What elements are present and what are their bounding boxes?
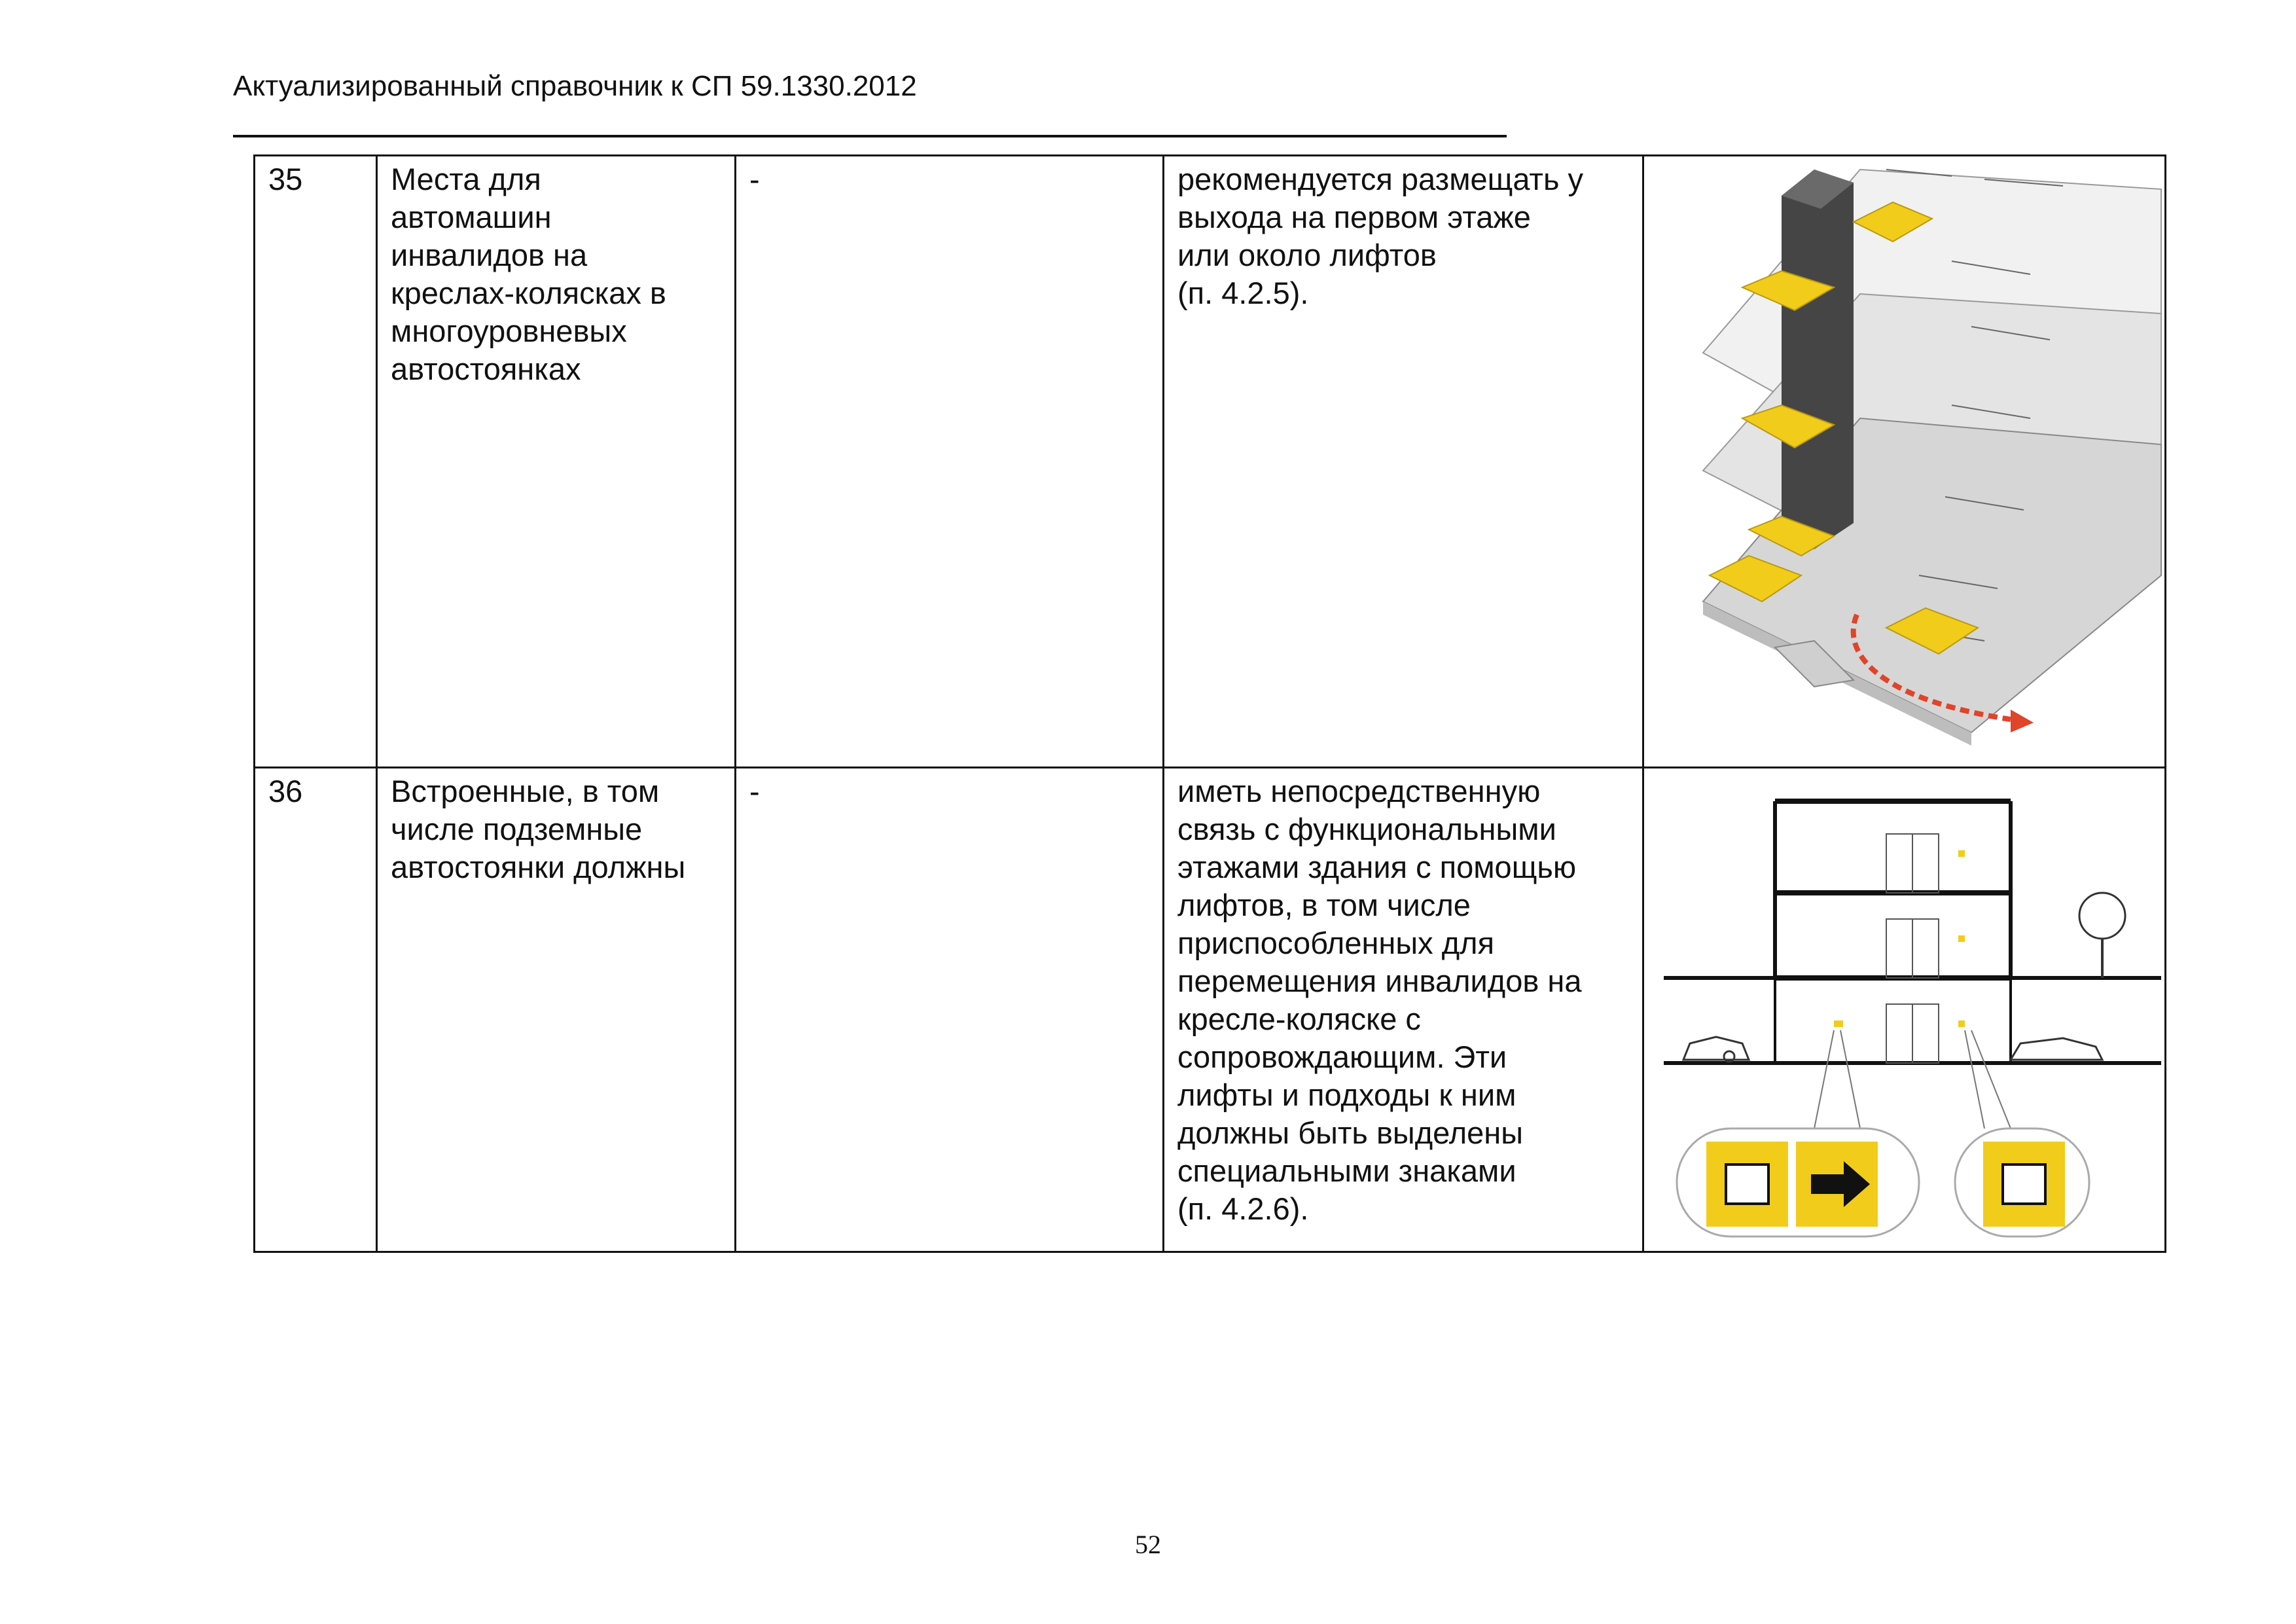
requirement-cell — [1164, 156, 1643, 768]
table-row — [255, 156, 2166, 768]
document-header-title: Актуализированный справочник к СП 59.1330.2012 — [233, 70, 917, 102]
page-number: 52 — [1135, 1530, 1161, 1559]
row-number: 36 — [255, 768, 377, 1252]
dash-cell — [736, 156, 1164, 768]
item-name: Места для автомашин инвалидов на креслах-колясках в многоуровневых автостоянках — [391, 162, 666, 386]
requirements-table — [253, 154, 2166, 1253]
requirement-text: иметь непосредственную связь с функциональными этажами здания с помощью лифтов, в том числе приспособленных для перемещения инвалидов на кресле-коляске с сопровождающим. Эти лифты и подходы к ним должны быть выделены специальными знаками (п. 4.2.6). — [1177, 774, 1582, 1226]
multilevel-parking-illustration — [1644, 156, 2166, 765]
underground-parking-elevator-illustration — [1644, 768, 2166, 1250]
item-name-cell — [377, 768, 736, 1252]
table-row — [255, 768, 2166, 1252]
illustration-cell — [1643, 156, 2166, 768]
row-number: 35 — [255, 156, 377, 768]
requirement-cell — [1164, 768, 1643, 1252]
dash-cell — [736, 768, 1164, 1252]
header-divider — [233, 135, 1507, 137]
item-name-cell — [377, 156, 736, 768]
dash: - — [749, 162, 760, 196]
requirement-text: рекомендуется размещать у выхода на первом этаже или около лифтов (п. 4.2.5). — [1177, 162, 1583, 310]
illustration-cell — [1643, 768, 2166, 1252]
item-name: Встроенные, в том числе подземные автостоянки должны — [391, 774, 686, 884]
dash: - — [749, 774, 760, 808]
